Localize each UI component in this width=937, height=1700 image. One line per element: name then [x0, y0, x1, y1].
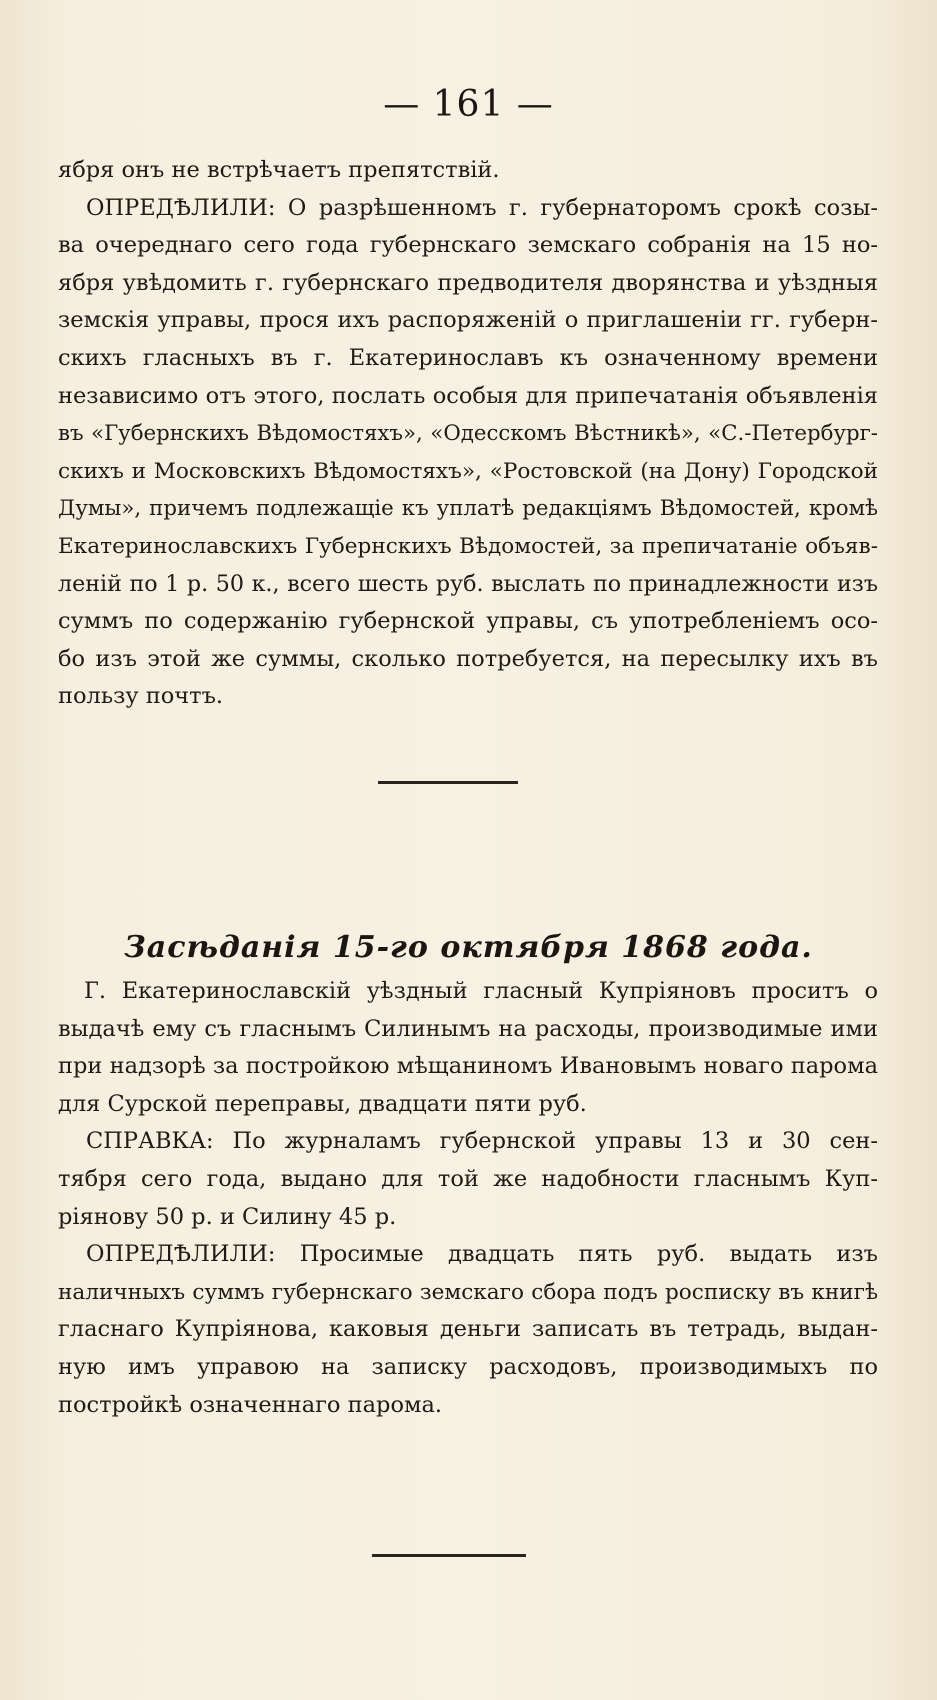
text-line: гласнаго Купріянова, каковыя деньги записать въ тетрадь, выдан- — [58, 1316, 878, 1343]
text-line: СПРАВКА: По журналамъ губернской управы 13 и 30 сен- — [86, 1128, 878, 1155]
text-line: ября онъ не встрѣчаетъ препятствій. — [58, 157, 500, 183]
text-line: постройкѣ означеннаго парома. — [58, 1391, 443, 1418]
text-line: выдачѣ ему съ гласнымъ Силинымъ на расходы, производимые ими — [58, 1015, 878, 1042]
text-line: въ «Губернскихъ Вѣдомостяхъ», «Одесскомъ Вѣстникѣ», «С.-Петербург- — [58, 421, 878, 447]
text-line: тября сего года, выдано для той же надобности гласнымъ Куп- — [58, 1165, 878, 1192]
page-number: — 161 — — [383, 84, 554, 125]
text-line: ОПРЕДѢЛИЛИ: О разрѣшенномъ г. губернаторомъ срокѣ созы- — [86, 194, 878, 221]
text-line: пользу почтъ. — [58, 683, 224, 710]
petition-paragraph — [58, 973, 878, 1424]
text-line: бо изъ этой же суммы, сколько потребуется, на пересылку ихъ въ — [58, 645, 878, 672]
text-line: наличныхъ суммъ губернскаго земскаго сбора подъ росписку въ книгѣ — [58, 1279, 878, 1305]
text-line: Г. Екатеринославскій уѣздный гласный Купріяновъ проситъ о — [84, 978, 878, 1004]
session-heading: Засѣданія 15-го октября 1868 года. — [124, 930, 813, 965]
text-line: для Сурской переправы, двадцати пяти руб. — [58, 1090, 587, 1117]
text-line: ОПРЕДѢЛИЛИ: Просимые двадцать пять руб. выдать изъ — [86, 1241, 878, 1268]
text-line: Думы», причемъ подлежащіе къ уплатѣ редакціямъ Вѣдомостей, кромѣ — [58, 496, 878, 522]
text-line: независимо отъ этого, послать особыя для припечатанія объявленія — [58, 382, 878, 409]
text-line: ную имъ управою на записку расходовъ, производимыхъ по — [58, 1353, 878, 1380]
text-line: скихъ и Московскихъ Вѣдомостяхъ», «Ростовской (на Дону) Городской — [58, 458, 878, 484]
text-line: земскія управы, прося ихъ распоряженій о приглашеніи гг. губерн- — [58, 307, 878, 334]
text-line: ріянову 50 р. и Силину 45 р. — [58, 1203, 397, 1230]
resolution-paragraph — [58, 152, 878, 716]
text-line: скихъ гласныхъ въ г. Екатеринославъ къ означенному времени — [58, 344, 878, 371]
text-line: суммъ по содержанію губернской управы, съ употребленіемъ осо- — [58, 608, 878, 635]
text-line: леній по 1 р. 50 к., всего шесть руб. выслать по принадлежности изъ — [58, 570, 878, 597]
section-divider — [378, 781, 518, 784]
text-line: ября увѣдомить г. губернскаго предводителя дворянства и уѣздныя — [58, 269, 878, 296]
section-divider — [372, 1554, 526, 1557]
text-line: Екатеринославскихъ Губернскихъ Вѣдомостей, за препичатаніе объяв- — [58, 533, 878, 559]
text-line: ва очереднаго сего года губернскаго земскаго собранія на 15 но- — [58, 232, 878, 259]
text-line: при надзорѣ за постройкою мѣщаниномъ Ивановымъ новаго парома — [58, 1053, 878, 1080]
